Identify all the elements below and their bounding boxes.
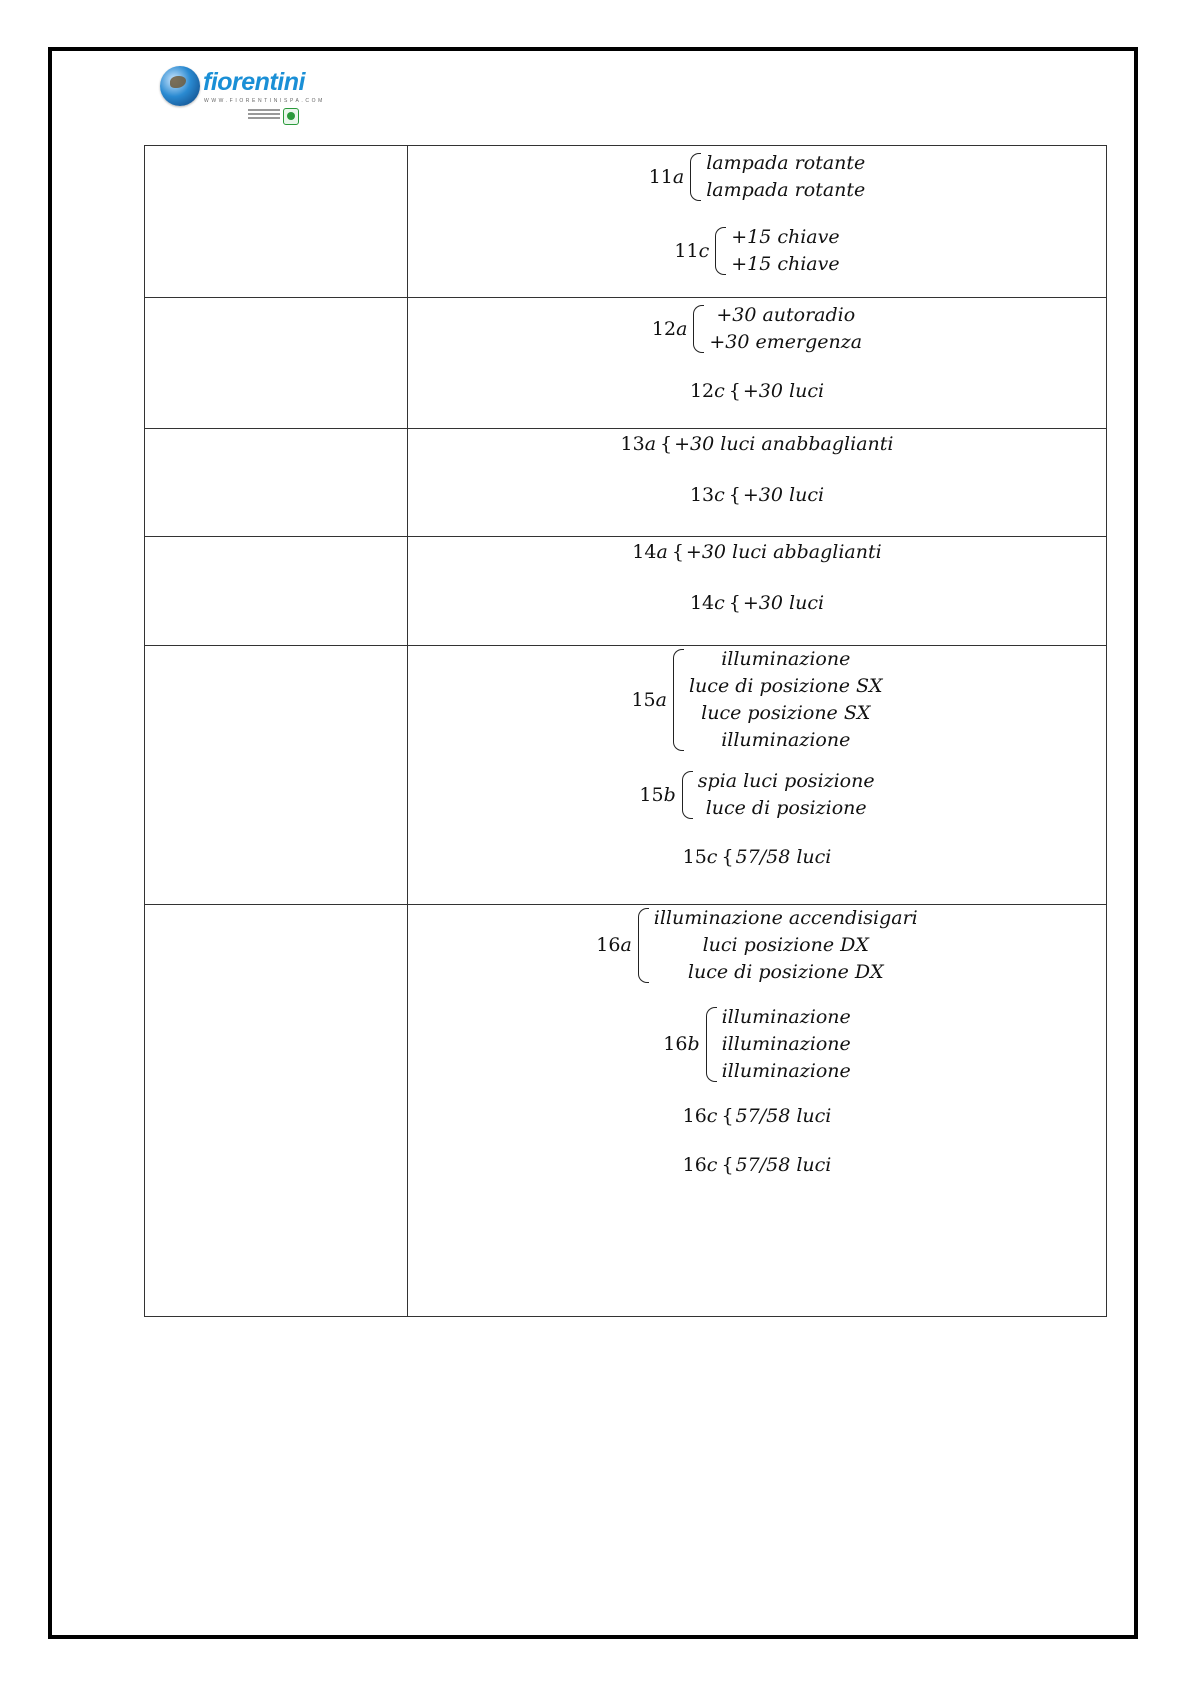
brace-symbol: {	[671, 541, 684, 563]
pin-suffix: a	[655, 688, 667, 711]
signal-list	[698, 768, 875, 822]
signal-list	[731, 224, 839, 278]
signal-label: illuminazione	[721, 729, 851, 751]
company-logo	[160, 64, 325, 126]
component-cell	[145, 537, 408, 646]
component-cell	[145, 298, 408, 429]
pin-group	[408, 1004, 1106, 1085]
brace-symbol	[682, 771, 693, 819]
certification-text	[248, 109, 280, 121]
pin-number: 15	[631, 688, 656, 711]
pin-group	[408, 482, 1106, 509]
pin-number: 13	[689, 484, 715, 506]
signal-label: luci posizione DX	[702, 934, 869, 956]
pin-group	[408, 646, 1106, 754]
table-row	[145, 646, 1107, 905]
pin-number: 14	[689, 592, 715, 614]
pin-suffix: a	[672, 165, 685, 188]
pin-code	[683, 1152, 718, 1179]
pin-suffix: c	[714, 592, 725, 614]
signal-label: +30 luci abbaglianti	[685, 541, 882, 563]
pin-suffix: a	[644, 433, 657, 455]
pin-group	[408, 590, 1106, 617]
pin-number: 16	[682, 1154, 707, 1176]
globe-icon	[160, 66, 200, 106]
brace-symbol: {	[721, 1105, 734, 1127]
pin-number: 16	[682, 1105, 707, 1127]
pin-suffix: c	[706, 1105, 718, 1127]
brace-symbol: {	[728, 592, 741, 614]
brace-symbol: {	[728, 484, 741, 506]
pin-number: 15	[682, 846, 707, 868]
signal-label: +30 autoradio	[716, 304, 856, 326]
pin-number: 13	[620, 433, 645, 455]
signal-label: lampada rotante	[706, 152, 866, 174]
pinout-table	[144, 145, 1107, 1317]
table-row	[145, 429, 1107, 537]
pin-group	[408, 378, 1106, 405]
pin-code	[596, 932, 632, 959]
component-cell	[145, 146, 408, 298]
pin-code	[690, 378, 725, 405]
certification-badge-icon	[283, 108, 299, 125]
pin-suffix: c	[714, 484, 725, 506]
signal-label: +15 chiave	[731, 253, 840, 275]
pin-group	[408, 1152, 1106, 1179]
brand-name: fiorentini	[203, 68, 305, 96]
pin-number: 12	[651, 317, 677, 340]
signal-label: 57/58 luci	[735, 1105, 832, 1127]
pin-group	[408, 302, 1106, 356]
pin-suffix: a	[620, 934, 632, 956]
pin-number: 11	[648, 165, 673, 188]
pin-code	[690, 482, 725, 509]
table-row	[145, 905, 1107, 1317]
signal-list	[689, 646, 883, 754]
pin-code	[639, 782, 675, 809]
pin-code	[690, 590, 725, 617]
signal-label: luce di posizione	[705, 797, 867, 819]
signal-label: luce di posizione DX	[687, 961, 884, 983]
pin-number: 16	[663, 1033, 688, 1055]
signal-label: 57/58 luci	[735, 846, 832, 868]
signal-label: +30 luci	[742, 592, 825, 614]
component-cell	[145, 646, 408, 905]
brace-symbol	[690, 153, 701, 201]
pin-group	[408, 224, 1106, 278]
pin-suffix: b	[663, 783, 676, 806]
pin-number: 14	[632, 541, 657, 563]
pin-suffix: c	[698, 239, 710, 262]
pin-code	[674, 238, 709, 265]
pin-group	[408, 1103, 1106, 1130]
pin-suffix: b	[687, 1033, 700, 1055]
signal-label: illuminazione	[721, 1033, 851, 1055]
brace-symbol	[638, 908, 649, 983]
pin-suffix: c	[706, 1154, 718, 1176]
pin-number: 11	[674, 239, 699, 262]
pin-group	[408, 431, 1106, 458]
pin-group	[408, 905, 1106, 986]
component-cell	[145, 905, 408, 1317]
signal-label: +30 luci	[742, 484, 825, 506]
signal-label: 57/58 luci	[735, 1154, 832, 1176]
signal-label: +15 chiave	[731, 226, 840, 248]
signal-label: luce di posizione SX	[688, 675, 883, 697]
table-row	[145, 146, 1107, 298]
connection-cell	[408, 429, 1107, 537]
pin-suffix: a	[656, 541, 668, 563]
brace-symbol	[715, 227, 726, 275]
pin-suffix: c	[706, 846, 718, 868]
signal-label: +30 luci anabbaglianti	[674, 433, 894, 455]
brace-symbol	[706, 1007, 717, 1082]
signal-label: illuminazione accendisigari	[653, 907, 918, 929]
pin-code	[663, 1031, 699, 1058]
signal-label: luce posizione SX	[701, 702, 871, 724]
pin-group	[408, 844, 1106, 871]
table-row	[145, 537, 1107, 646]
pin-suffix: a	[676, 317, 688, 340]
signal-list	[709, 302, 862, 356]
connection-cell	[408, 537, 1107, 646]
signal-list	[706, 150, 865, 204]
connection-cell	[408, 905, 1107, 1317]
brace-symbol: {	[721, 846, 734, 868]
brace-symbol	[673, 649, 684, 751]
table-row	[145, 298, 1107, 429]
signal-label: lampada rotante	[706, 179, 866, 201]
pin-number: 16	[596, 934, 621, 956]
pin-code	[683, 844, 718, 871]
signal-list	[654, 905, 918, 986]
component-cell	[145, 429, 408, 537]
pin-group	[408, 539, 1106, 566]
brace-symbol: {	[660, 433, 673, 455]
pin-number: 12	[689, 380, 715, 402]
pin-group	[408, 150, 1106, 204]
signal-label: +30 emergenza	[709, 331, 863, 353]
pin-group	[408, 768, 1106, 822]
connection-cell	[408, 146, 1107, 298]
signal-label: illuminazione	[721, 1006, 851, 1028]
pin-code	[649, 164, 685, 191]
brace-symbol: {	[721, 1154, 734, 1176]
signal-label: illuminazione	[721, 1060, 851, 1082]
signal-label: spia luci posizione	[697, 770, 875, 792]
signal-label: illuminazione	[721, 648, 851, 670]
pin-code	[632, 539, 668, 566]
pin-code	[683, 1103, 718, 1130]
pin-code	[631, 687, 667, 714]
pin-number: 15	[639, 783, 664, 806]
connection-cell	[408, 646, 1107, 905]
brace-symbol: {	[728, 380, 741, 402]
pin-suffix: c	[714, 380, 725, 402]
pin-code	[652, 316, 688, 343]
pin-code	[621, 431, 657, 458]
signal-label: +30 luci	[742, 380, 825, 402]
signal-list	[722, 1004, 851, 1085]
brace-symbol	[693, 305, 704, 353]
brand-url: WWW.FIORENTINISPA.COM	[204, 98, 325, 104]
connection-cell	[408, 298, 1107, 429]
